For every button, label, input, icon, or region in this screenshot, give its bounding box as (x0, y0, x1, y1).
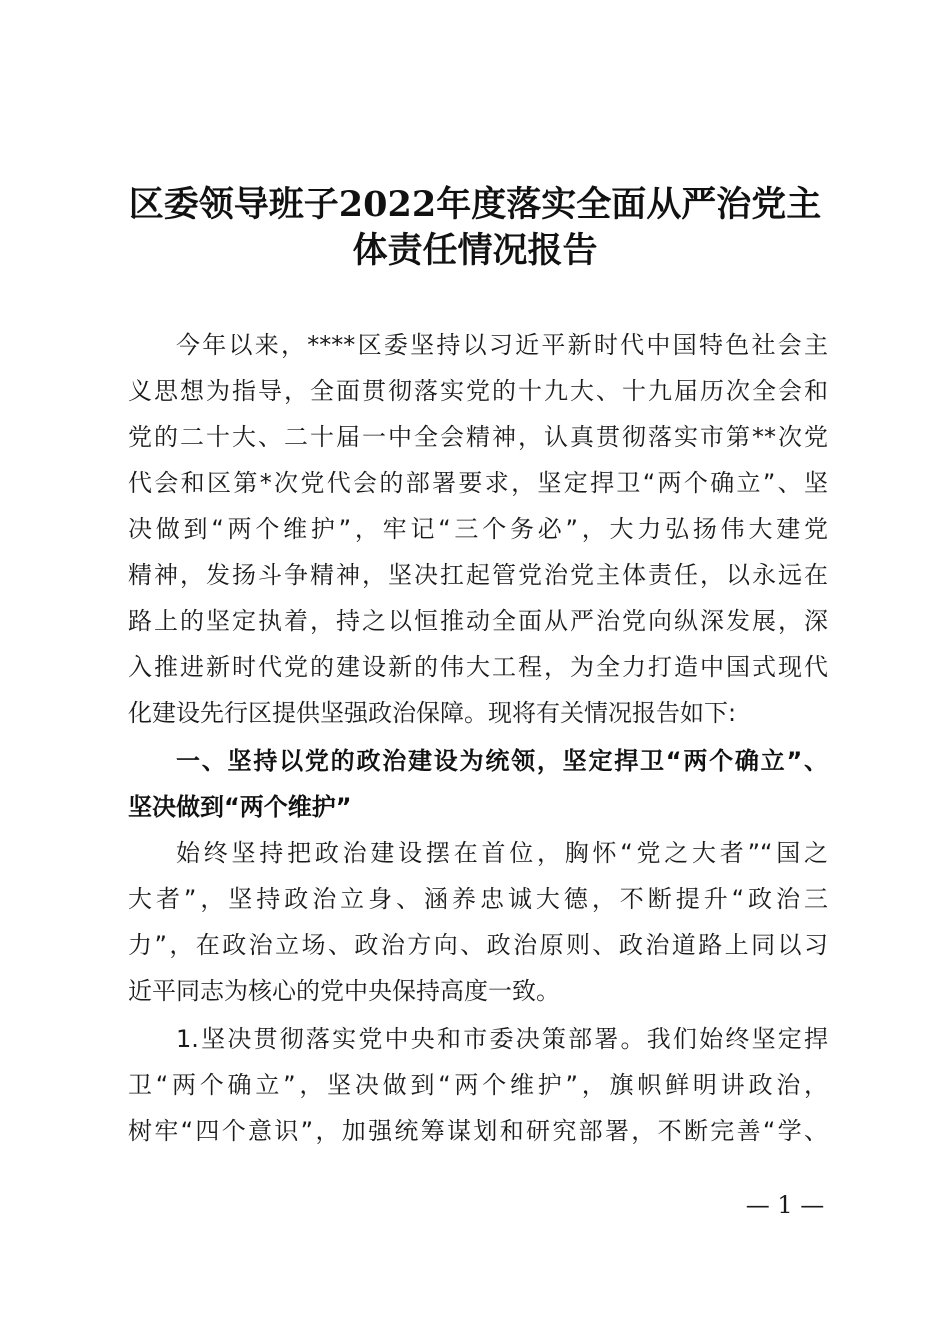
intro-line: 义思想为指导，全面贯彻落实党的十九大、十九届历次全会和 (128, 377, 828, 405)
intro-line: 路上的坚定执着，持之以恒推动全面从严治党向纵深发展，深 (128, 607, 828, 635)
intro-line: 精神，发扬斗争精神，坚决扛起管党治党主体责任，以永远在 (128, 561, 828, 589)
page-number: — 1 — (745, 1191, 825, 1219)
paragraph-line: 大者”，坚持政治立身、涵养忠诚大德，不断提升“政治三 (128, 885, 828, 913)
paragraph-line: 始终坚持把政治建设摆在首位，胸怀“党之大者”“国之 (176, 839, 828, 867)
paragraph-line: 力”，在政治立场、政治方向、政治原则、政治道路上同以习 (128, 931, 828, 959)
intro-line: 决做到“两个维护”，牢记“三个务必”，大力弘扬伟大建党 (128, 515, 828, 543)
paragraph-line: 近平同志为核心的党中央保持高度一致。 (128, 977, 560, 1005)
paragraph-line: 树牢“四个意识”，加强统筹谋划和研究部署，不断完善“学、 (128, 1117, 828, 1145)
section-heading-line: 一、坚持以党的政治建设为统领，坚定捍卫“两个确立”、 (176, 747, 828, 775)
intro-line: 代会和区第*次党代会的部署要求，坚定捍卫“两个确立”、坚 (128, 469, 828, 497)
paragraph-line: 卫“两个确立”，坚决做到“两个维护”，旗帜鲜明讲政治， (128, 1071, 828, 1099)
section-heading-line: 坚决做到“两个维护” (128, 793, 352, 821)
document-title-line-2: 体责任情况报告 (352, 230, 598, 271)
intro-line: 入推进新时代党的建设新的伟大工程，为全力打造中国式现代 (128, 653, 828, 681)
paragraph-line: 1.坚决贯彻落实党中央和市委决策部署。我们始终坚定捍 (176, 1025, 828, 1053)
intro-line: 党的二十大、二十届一中全会精神，认真贯彻落实市第**次党 (128, 423, 828, 451)
intro-line: 化建设先行区提供坚强政治保障。现将有关情况报告如下: (128, 699, 737, 727)
intro-line: 今年以来，****区委坚持以习近平新时代中国特色社会主 (176, 331, 828, 359)
document-title-line-1: 区委领导班子2022年度落实全面从严治党主 (128, 184, 822, 225)
